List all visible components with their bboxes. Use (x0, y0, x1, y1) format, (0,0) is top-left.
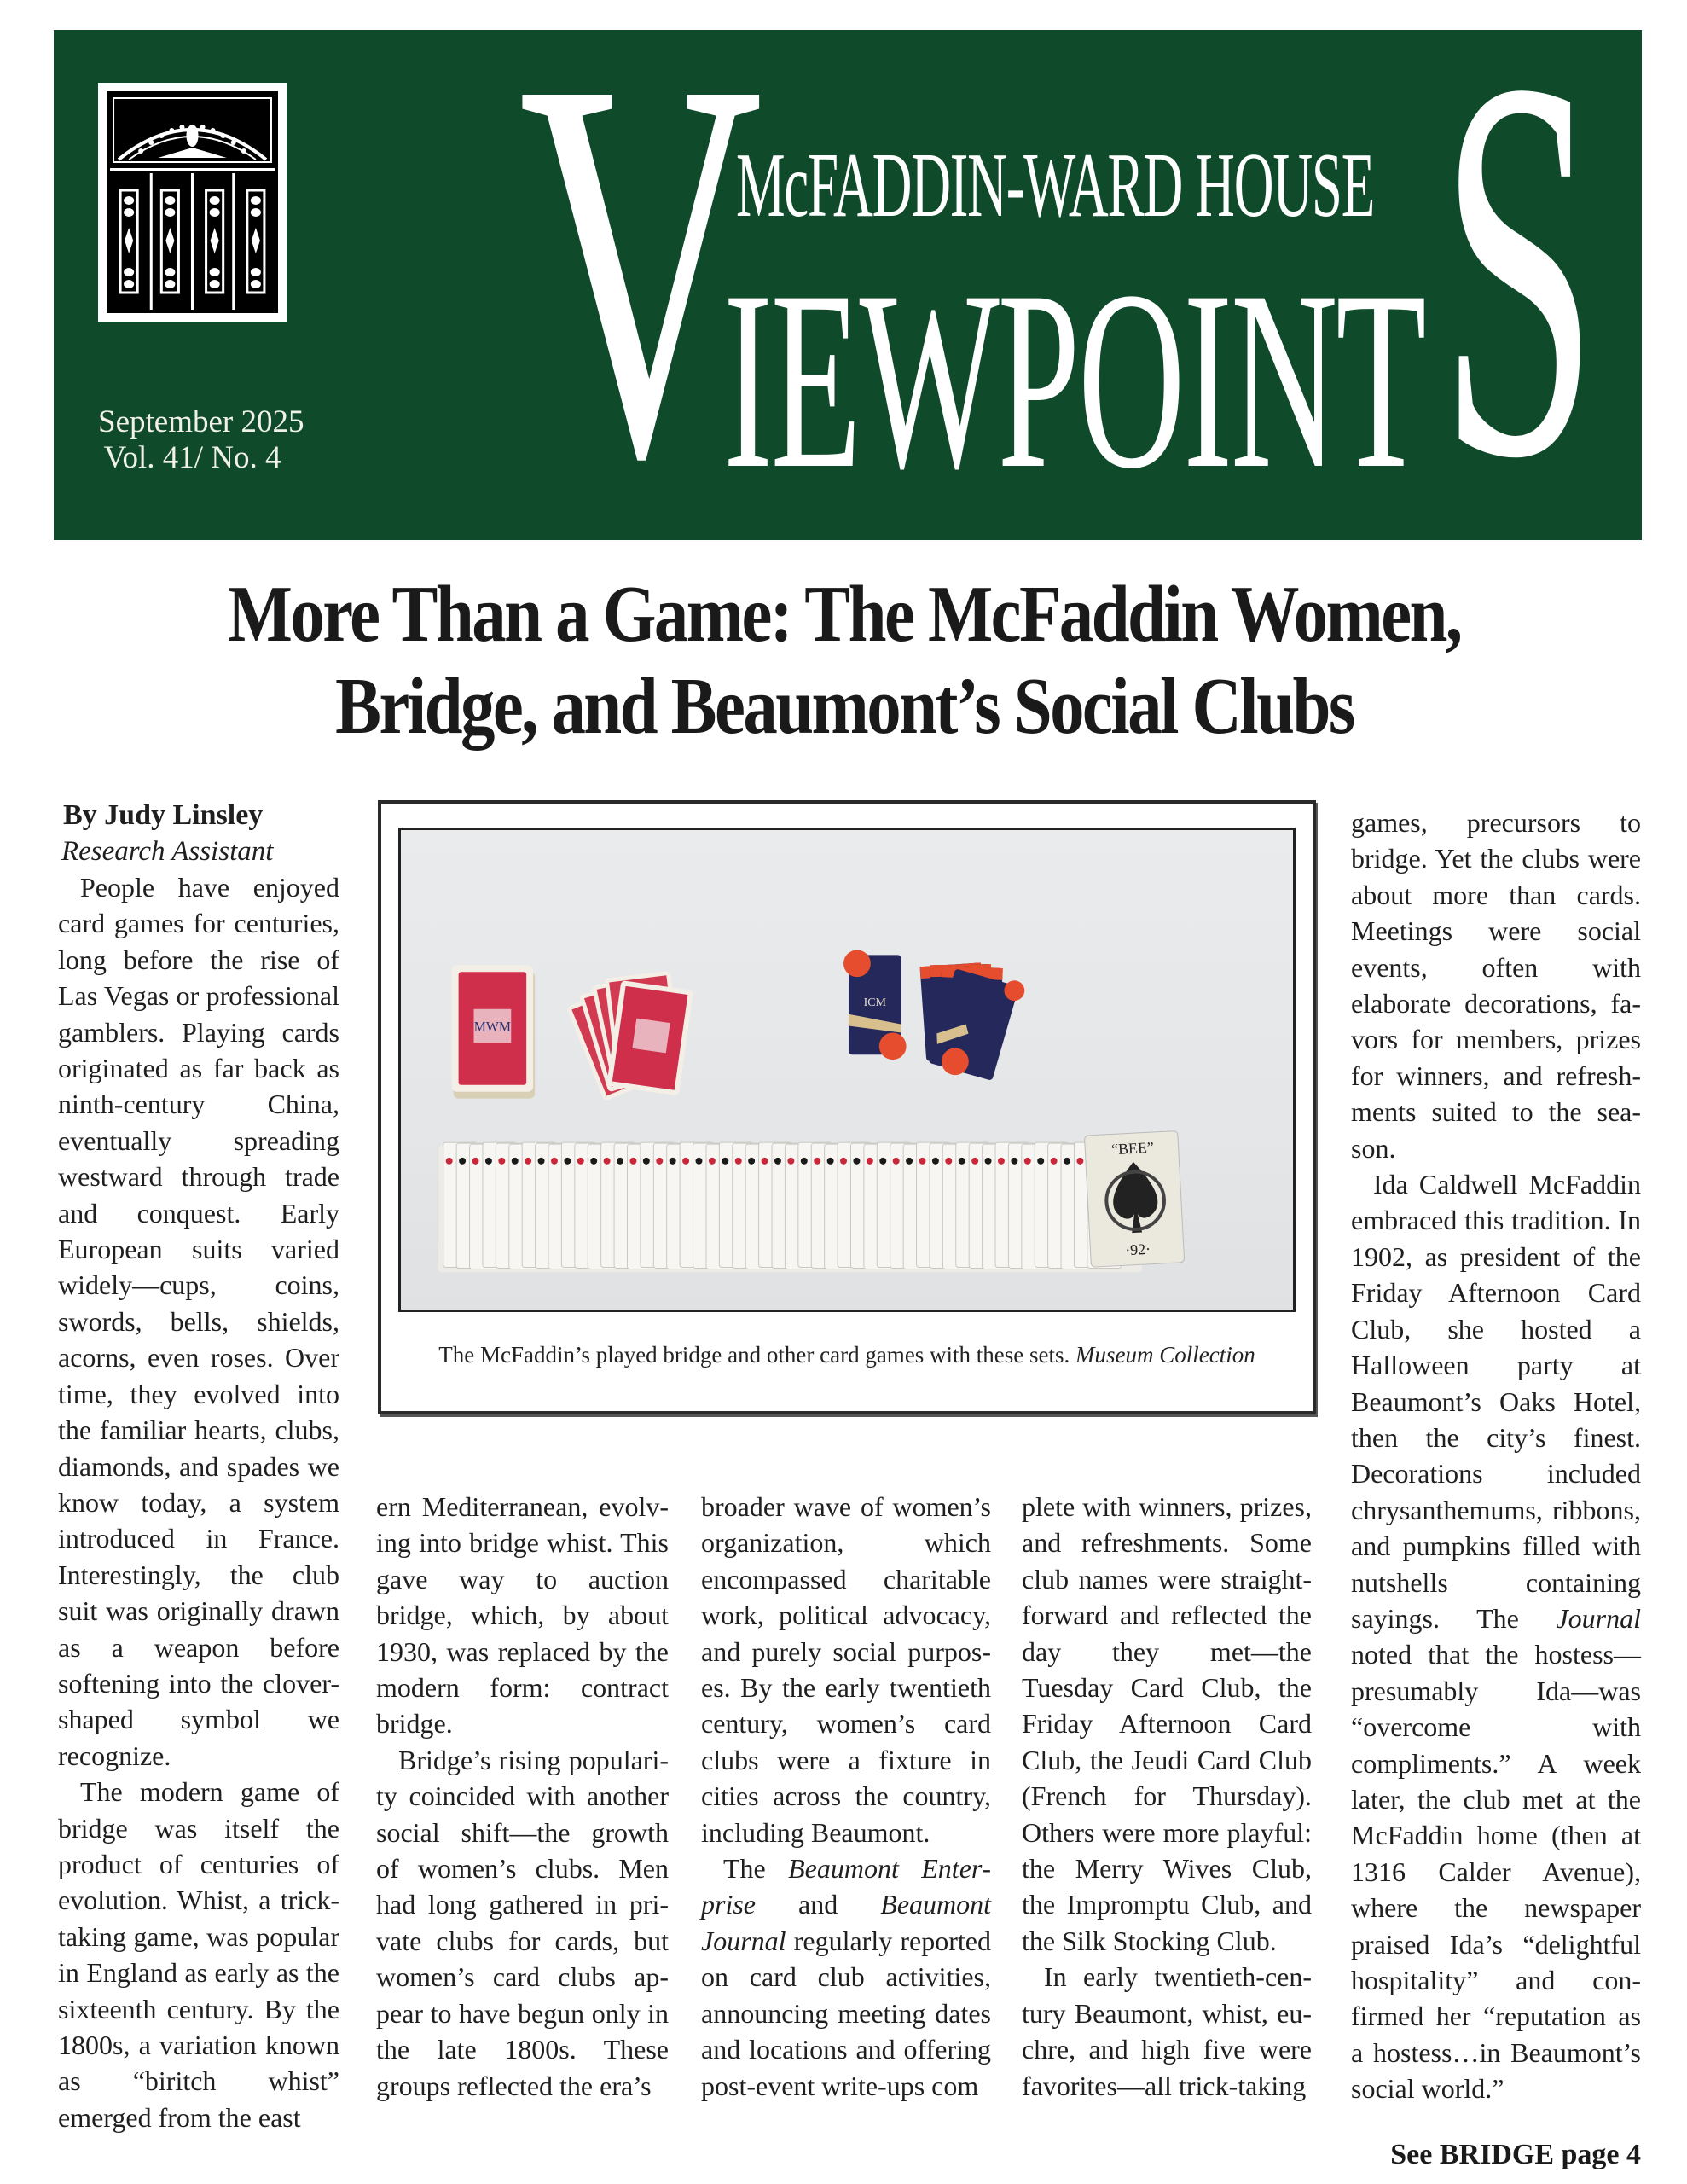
card-pip (1051, 1158, 1058, 1165)
continuation-link[interactable]: See BRIDGE page 4 (1390, 2139, 1641, 2170)
paragraph: broader wave of women’s organization, which encompassed charitable work, political advocacy, and purely social purposes. By the early twentieth century, women’s card clubs were a fixture in cities across the country, including Beaumont. (701, 1491, 991, 1848)
paragraph: plete with winners, prizes, and refreshments. Some club names were straightforward and reflected the day they met—the Tuesday Card Club, the Friday Afternoon Card Club, the Jeudi Card Club (French for Thursday). Others were more playful: the Merry Wives Club, the Impromptu Club, and the Silk Stocking Club. (1022, 1491, 1312, 1956)
card-pip (670, 1158, 676, 1165)
paragraph: People have enjoyed card games for centuries, long before the rise of Las Vegas or professional gamblers. Playing cards originated as far back as ninth-century China, eventually spreading westward through trade and conquest. Early European suits varied widely—cups, coins, swords, bells, shields, acorns, even roses. Over time, they evolved into the familiar hearts, clubs, diamonds, and spades we know today, a system introduced in France. Interestingly, the club suit was originally drawn as a weapon before softening into the clover-shaped symbol we recognize. (58, 872, 339, 1771)
navy-deck-stack (844, 950, 907, 1060)
article-column-1 (58, 798, 339, 2135)
ace-brand-text: “BEE” (1110, 1138, 1155, 1159)
card-pip (538, 1158, 545, 1165)
card-pip (1011, 1158, 1017, 1165)
paragraph: games, precursors to bridge. Yet the clubs were about more than cards. Meetings were social events, often with elaborate decorations, favors for members, prizes for winners, and refreshments suited to the season. (1351, 807, 1641, 1164)
card-pip (827, 1158, 834, 1165)
red-fanned-cards (566, 971, 693, 1101)
card-pip (748, 1158, 755, 1165)
card-pip (590, 1158, 597, 1165)
title-initial-v: V (519, 0, 763, 571)
card-pip (959, 1158, 965, 1165)
playing-cards-image (401, 830, 1293, 1310)
monogram-icm: ICM (863, 996, 886, 1009)
newspaper-name: Beaumont Journal (701, 1889, 992, 1956)
card-pip (1076, 1158, 1083, 1165)
red-deck-stack (452, 965, 535, 1098)
card-pip (919, 1158, 926, 1165)
card-pip (722, 1158, 728, 1165)
photo-figure (378, 800, 1316, 1414)
article-column-2 (376, 1489, 669, 2104)
card-pip (932, 1158, 939, 1165)
card-pip (893, 1158, 900, 1165)
text-run: The (723, 1853, 766, 1885)
card-pip (801, 1158, 808, 1165)
headline-line-1: More Than a Game: The McFaddin Women, (228, 570, 1461, 659)
card-pip (853, 1158, 860, 1165)
byline-role: Research Assistant (61, 836, 274, 867)
ace-of-spades-card (1084, 1130, 1184, 1267)
card-pip (656, 1158, 663, 1165)
door-logo-icon (107, 91, 278, 313)
card-pip (617, 1158, 623, 1165)
organization-name-box (736, 135, 1418, 236)
text-run: regularly reported on card club activities, announcing meeting dates and locations and offering post-event write-ups com (701, 1925, 991, 2101)
card-pip (682, 1158, 689, 1165)
newsletter-title-box (723, 238, 1431, 521)
ace-number-text: ·92· (1124, 1240, 1151, 1259)
title-final-s: S (1440, 0, 1598, 571)
card-pip (629, 1158, 636, 1165)
card-pip (1037, 1158, 1044, 1165)
newspaper-name: Journal (1556, 1602, 1641, 1634)
paragraph (701, 1850, 991, 2104)
card-pip (945, 1158, 952, 1165)
paragraph: ern Mediterranean, evolving into bridge whist. This gave way to auction bridge, which, by about 1930, was replaced by the modern form: contract bridge. (376, 1491, 669, 1740)
navy-fanned-cards (920, 962, 1028, 1087)
headline-line-2: Bridge, and Beaumont’s Social Clubs (335, 662, 1354, 751)
article-column-3 (701, 1489, 991, 2104)
card-pip (485, 1158, 492, 1165)
card-pip (814, 1158, 820, 1165)
article-column-4 (1022, 1489, 1312, 2104)
paragraph: In early twentieth-century Beaumont, whist, euchre, and high five were favorites—all trick-taking (1022, 1961, 1312, 2101)
article-column-5 (1351, 804, 1641, 2107)
title-initial-v-box (519, 0, 763, 571)
card-pip (498, 1158, 505, 1165)
card-pip (971, 1158, 978, 1165)
issue-volume: Vol. 41/ No. 4 (103, 440, 281, 475)
card-pip (577, 1158, 584, 1165)
card-pip (985, 1158, 992, 1165)
caption-text: The McFaddin’s played bridge and other card games with these sets. (438, 1342, 1070, 1368)
photo-caption (381, 1341, 1313, 1368)
card-pip (1024, 1158, 1031, 1165)
card-pip (906, 1158, 913, 1165)
paragraph (1351, 1166, 1641, 2107)
paragraph: The modern game of bridge was itself the product of centuries of evolution. Whist, a trick-taking game, was popular in England as early as the sixteenth century. By the 1800s, a variation known as “biritch whist” emerged from the east (58, 1776, 339, 2133)
card-pip (472, 1158, 479, 1165)
card-pip (735, 1158, 742, 1165)
byline-author: By Judy Linsley (63, 799, 264, 831)
issue-date: September 2025 (98, 404, 304, 439)
playing-cards-photo (398, 828, 1296, 1312)
text-run: noted that the hostess—presumably Ida—was “overcome with compliments.” A week later, the club met at the McFaddin home (then at 1316 Calder Avenue), where the newspaper praised Ida’s “delightful hospitality” and confirmed her “reputation as a hostess…in Beaumont’s social world.” (1351, 1639, 1641, 2105)
card-pip (512, 1158, 519, 1165)
card-pip (525, 1158, 531, 1165)
card-pip (696, 1158, 703, 1165)
card-pip (551, 1158, 558, 1165)
card-pip (604, 1158, 611, 1165)
card-pip (762, 1158, 768, 1165)
article-headline (34, 570, 1655, 754)
card-pip (446, 1158, 453, 1165)
card-pip (709, 1158, 716, 1165)
card-pip (998, 1158, 1005, 1165)
card-pip (840, 1158, 847, 1165)
card-pip (1064, 1158, 1070, 1165)
card-pip (643, 1158, 650, 1165)
card-pip (459, 1158, 466, 1165)
organization-name: McFADDIN-WARD HOUSE (736, 135, 1375, 236)
card-pip (787, 1158, 794, 1165)
monogram-mwm: MWM (473, 1019, 512, 1035)
card-pip (867, 1158, 873, 1165)
spread-card-deck (438, 1130, 1185, 1272)
card-pip (879, 1158, 886, 1165)
newspaper-name: Beaumont Enterprise (701, 1853, 991, 1920)
newsletter-title: IEWPOINT (723, 238, 1425, 521)
stained-glass-door-logo (98, 83, 287, 322)
text-run: and (798, 1889, 838, 1920)
card-pip (564, 1158, 571, 1165)
card-pip (774, 1158, 781, 1165)
paragraph: Bridge’s rising popularity coincided with another social shift—the growth of women’s clubs. Men had long gathered in private clubs for cards, but women’s card clubs appear to have begun only in the late 1800s. These groups reflected the era’s (376, 1744, 669, 2101)
text-run: Ida Caldwell McFaddin embraced this tradition. In 1902, as president of the Friday Afternoon Card Club, she hosted a Halloween party at Beaumont’s Oaks Hotel, then the city’s finest. Decorations included chrysanthemums, ribbons, and pumpkins filled with nutshells containing sayings. The (1351, 1169, 1641, 1634)
title-final-s-box (1440, 0, 1627, 571)
caption-credit: Museum Collection (1075, 1342, 1255, 1368)
masthead (54, 0, 1642, 571)
